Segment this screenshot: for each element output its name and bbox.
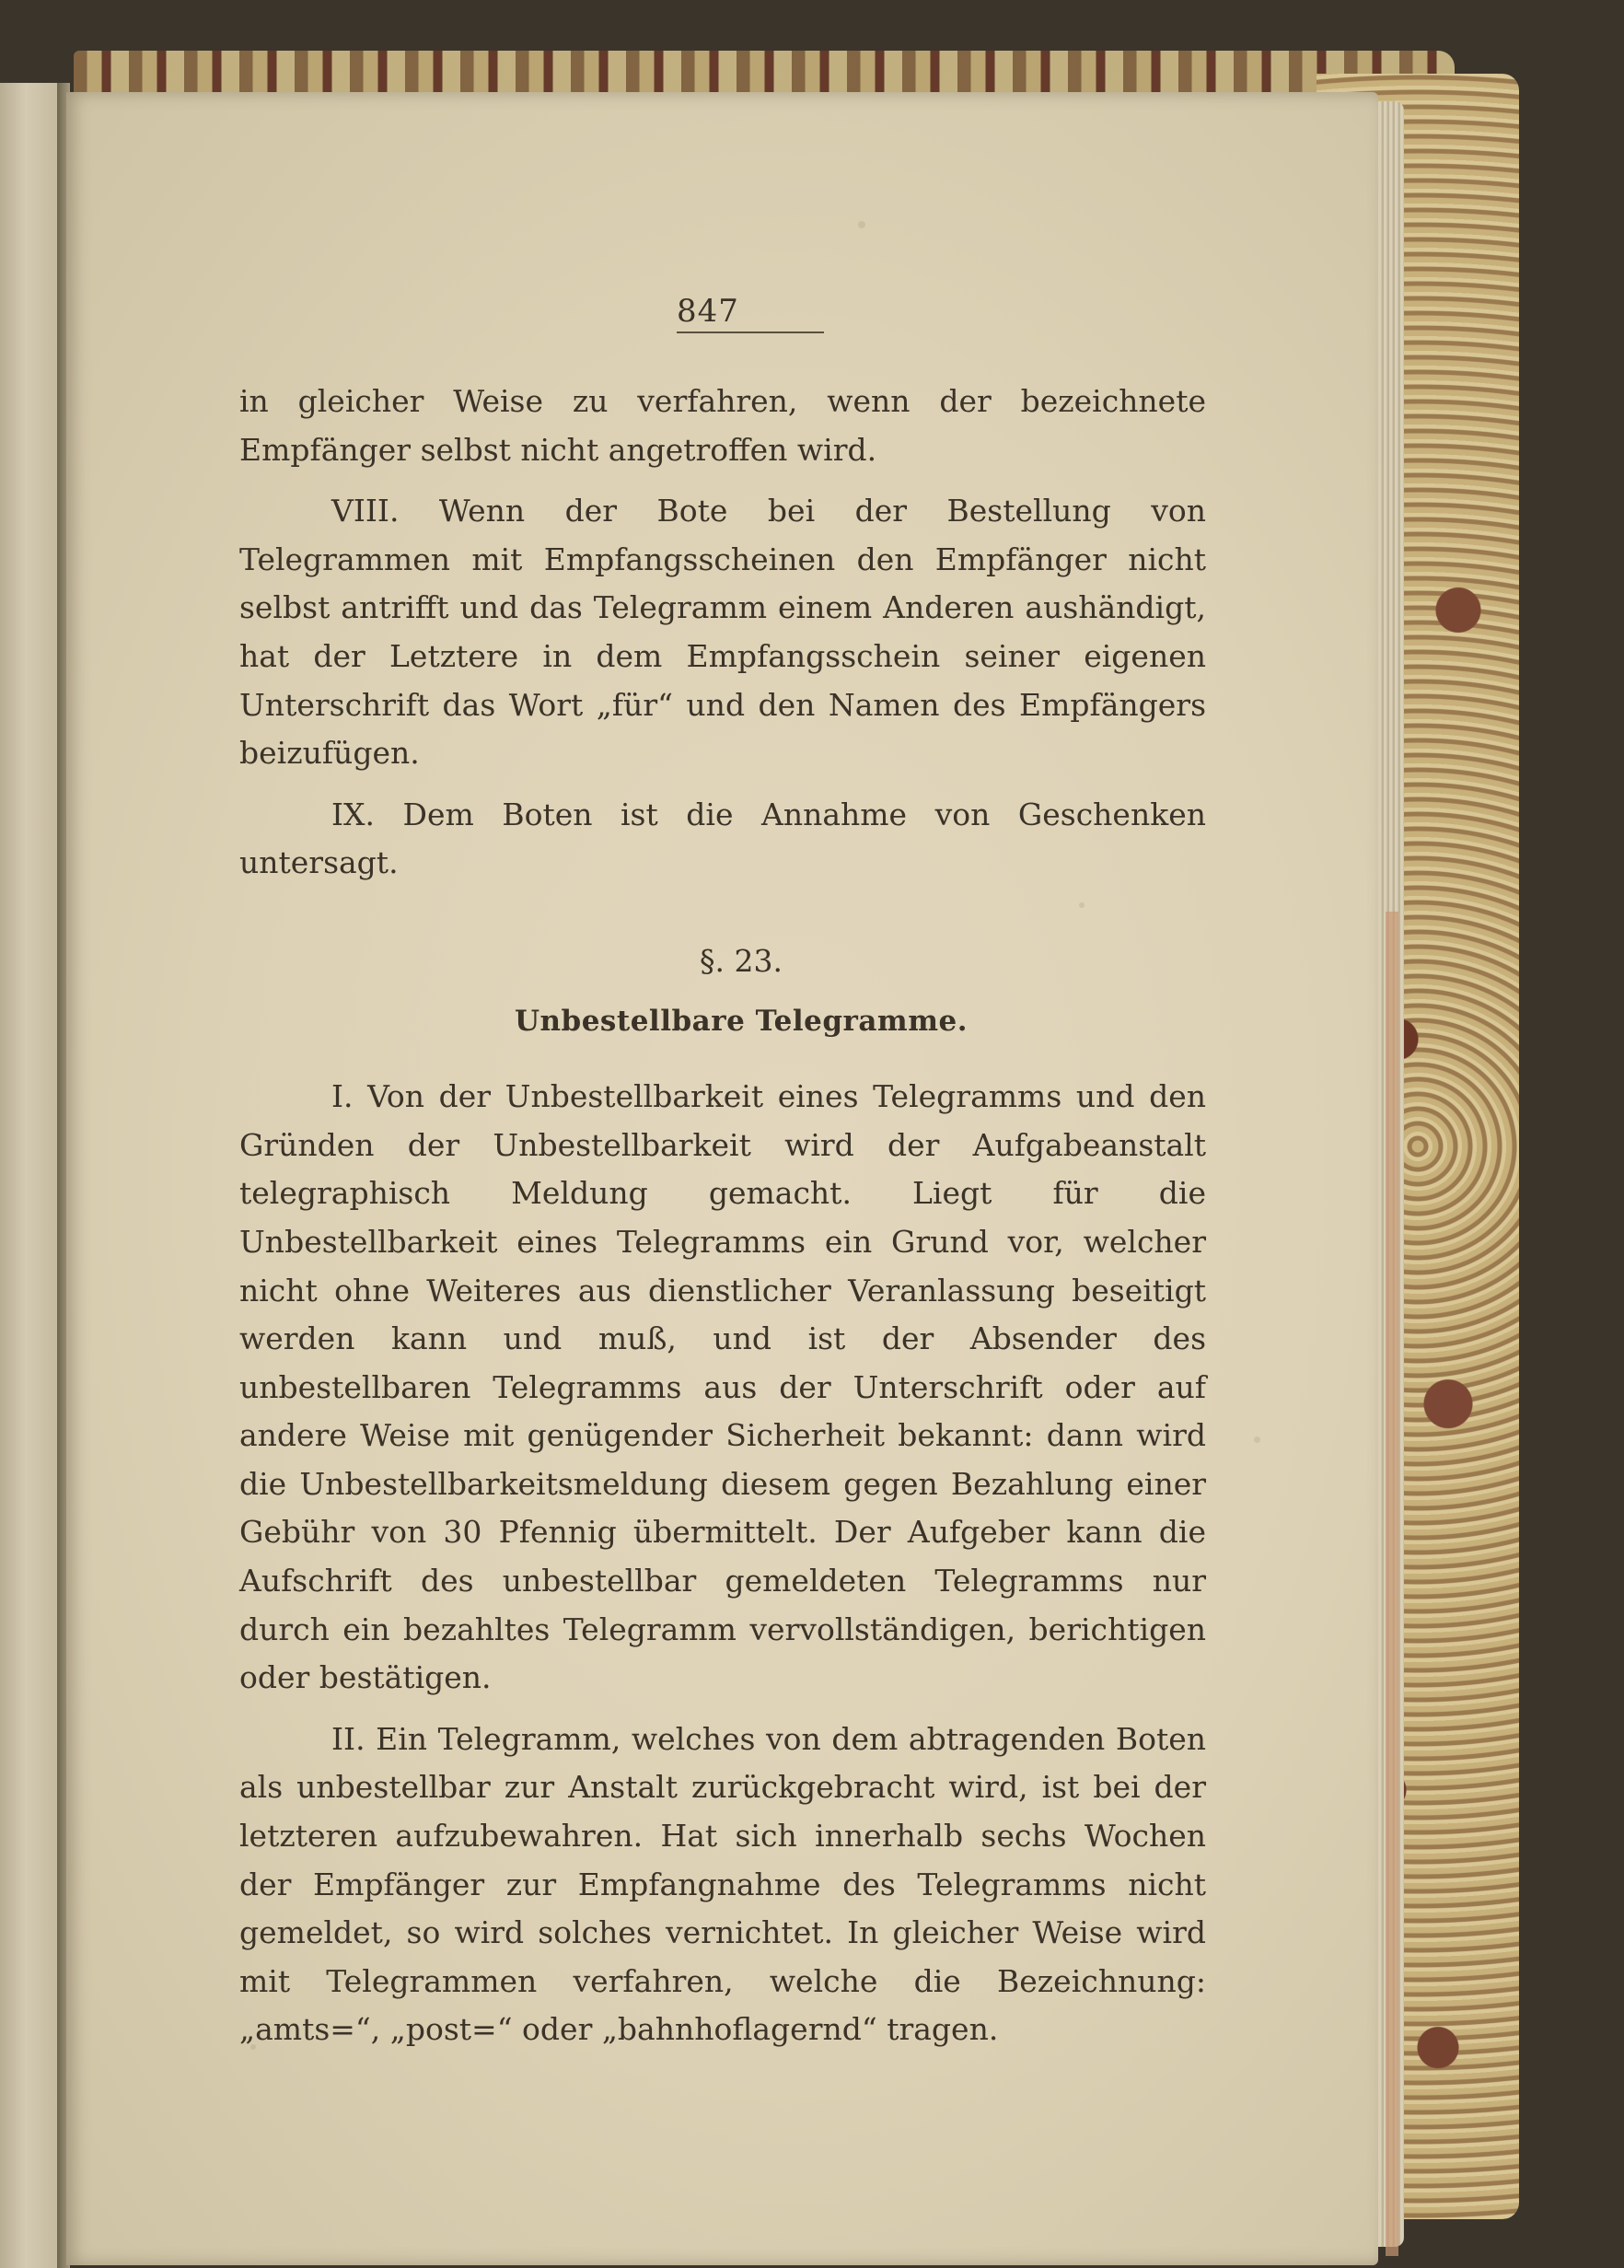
paragraph-viii: VIII. Wenn der Bote bei der Bestellung von Telegrammen mit Empfangsscheinen den Empfänger nicht selbst antrifft und das Telegramm einem Anderen aushändigt, hat der Letztere in dem Empfangsschein seiner eigenen Unterschrift das Wort „für“ und den Namen des Empfängers beizufügen. (239, 493, 1206, 772)
section-title: Unbestellbare Telegramme. (514, 1004, 969, 1038)
page-edge-red-tint (1386, 912, 1398, 2256)
paragraph-ii: II. Ein Telegramm, welches von dem abtragenden Boten als unbestellbar zur Anstalt zurückgebracht wird, ist bei der letzteren aufzubewahren. Hat sich innerhalb sechs Wochen der Empfänger zur Empfangnahme des Telegramms nicht gemeldet, so wird solches vernichtet. In gleicher Weise wird mit Telegrammen verfahren, welche die Bezeichnung: „amts=“, „post=“ oder „bahnhoflagernd“ tragen. (239, 1720, 1206, 2048)
page-stain (858, 221, 865, 228)
page-number-rule (677, 331, 824, 333)
page-body (239, 378, 1206, 2054)
paragraph-i: I. Von der Unbestellbarkeit eines Telegramms und den Gründen der Unbestellbarkeit wird der Aufgabeanstalt telegraphisch Meldung gemacht. Liegt für die Unbestellbarkeit eines Telegramms ein Grund vor, welcher nicht ohne Weiteres aus dienstlicher Veranlassung beseitigt werden kann und muß, und ist der Absender des unbestellbaren Telegramms aus der Unterschrift oder auf andere Weise mit genügender Sicherheit bekannt: dann wird die Unbestellbarkeitsmeldung diesem gegen Bezahlung einer Gebühr von 30 Pfennig übermittelt. Der Aufgeber kann die Aufschrift des unbestellbar gemeldeten Telegramms nur durch ein bezahltes Telegramm vervollständigen, berichtigen oder bestätigen. (239, 1078, 1206, 1696)
section-number: §. 23. (700, 942, 783, 979)
paragraph-ix: IX. Dem Boten ist die Annahme von Geschenken untersagt. (239, 796, 1206, 881)
paragraph-continuation: in gleicher Weise zu verfahren, wenn der bezeichnete Empfänger selbst nicht angetroffen wird. (239, 383, 1206, 468)
page-number: 847 (677, 293, 739, 330)
left-page-edge (0, 83, 64, 2268)
page-stain (1254, 1436, 1260, 1443)
